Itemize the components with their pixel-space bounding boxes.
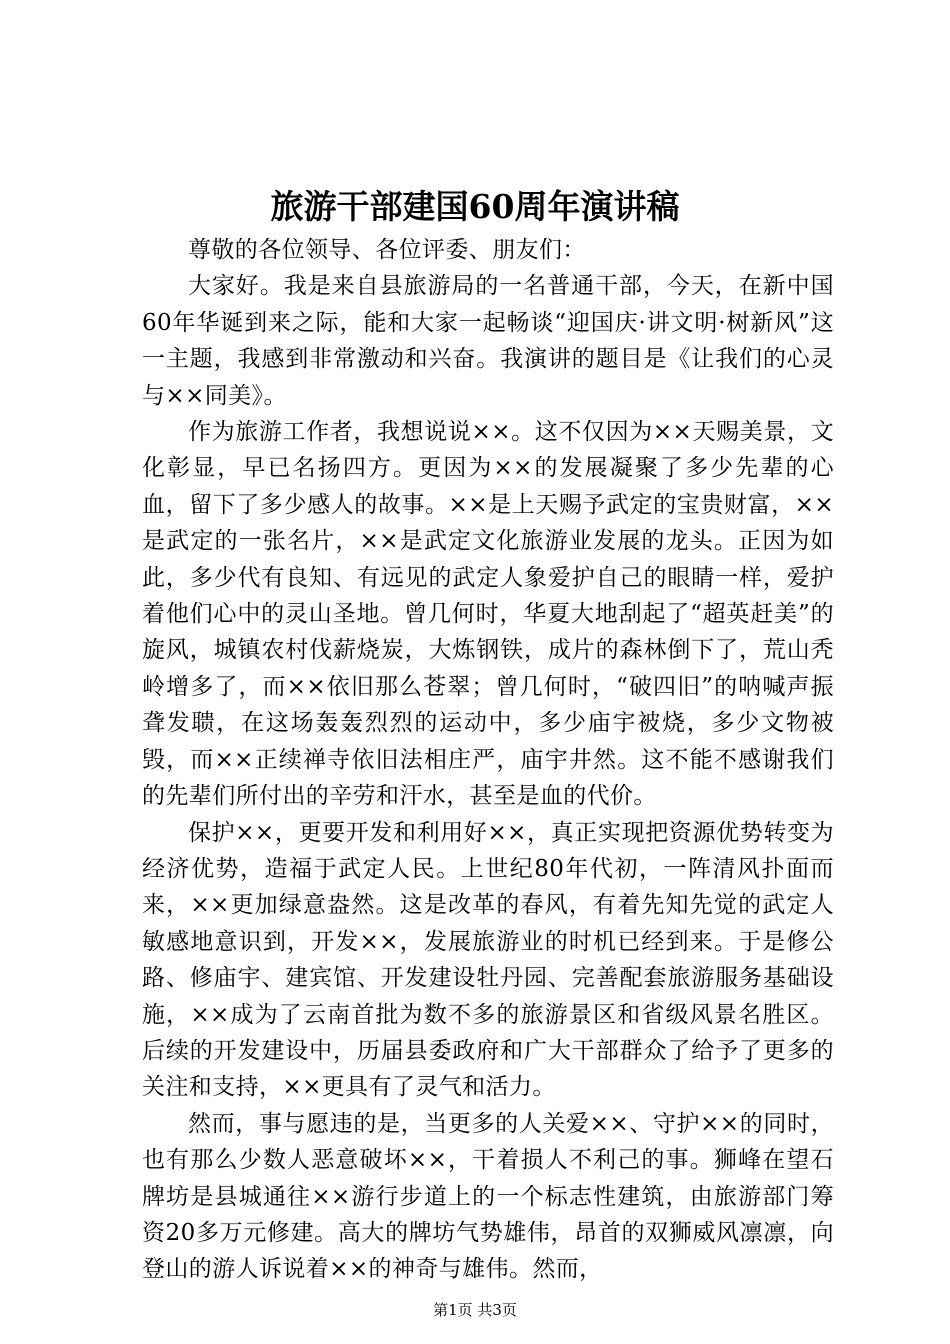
document-title: 旅游干部建国60周年演讲稿 (270, 187, 680, 226)
paragraph: 作为旅游工作者，我想说说××。这不仅因为××天赐美景，文化彰显，早已名扬四方。更因为××的发展凝聚了多少先辈的心血，留下了多少感人的故事。××是上天赐予武定的宝贵财富，××是武定的一张名片，××是武定文化旅游业发展的龙头。正因为如此，多少代有良知、有远见的武定人象爱护自己的眼睛一样，爱护着他们心中的灵山圣地。曾几何时，华夏大地刮起了“超英赶美”的旋风，城镇农村伐薪烧炭，大炼钢铁，成片的森林倒下了，荒山秃岭增多了，而××依旧那么苍翠；曾几何时，“破四旧”的呐喊声振聋发聩，在这场轰轰烈烈的运动中，多少庙宇被烧，多少文物被毁，而××正续禅寺依旧法相庄严，庙宇井然。这不能不感谢我们的先辈们所付出的辛劳和汗水，甚至是血的代价。 (142, 419, 834, 810)
paragraph: 然而，事与愿违的是，当更多的人关爱××、守护××的同时，也有那么少数人恶意破坏××，干着损人不利己的事。狮峰在望石牌坊是县城通往××游行步道上的一个标志性建筑，由旅游部门筹资20多万元修建。高大的牌坊气势雄伟，昂首的双狮威风凛凛，向登山的游人诉说着××的神奇与雄伟。然而， (142, 1110, 834, 1283)
paragraph: 大家好。我是来自县旅游局的一名普通干部，今天，在新中国60年华诞到来之际，能和大家一起畅谈“迎国庆·讲文明·树新风”这一主题，我感到非常激动和兴奋。我演讲的题目是《让我们的心灵与××同美》。 (142, 273, 834, 409)
greeting: 尊敬的各位领导、各位评委、朋友们： (188, 237, 586, 263)
document-body (142, 232, 834, 1288)
paragraph: 保护××，更要开发和利用好××，真正实现把资源优势转变为经济优势，造福于武定人民。上世纪80年代初，一阵清风扑面而来，××更加绿意盎然。这是改革的春风，有着先知先觉的武定人敏感地意识到，开发××，发展旅游业的时机已经到来。于是修公路、修庙宇、建宾馆、开发建设牡丹园、完善配套旅游服务基础设施，××成为了云南首批为数不多的旅游景区和省级风景名胜区。后续的开发建设中，历届县委政府和广大干部群众了给予了更多的关注和支持，××更具有了灵气和活力。 (142, 819, 834, 1101)
page-footer: 第1页 共3页 (433, 1301, 517, 1319)
